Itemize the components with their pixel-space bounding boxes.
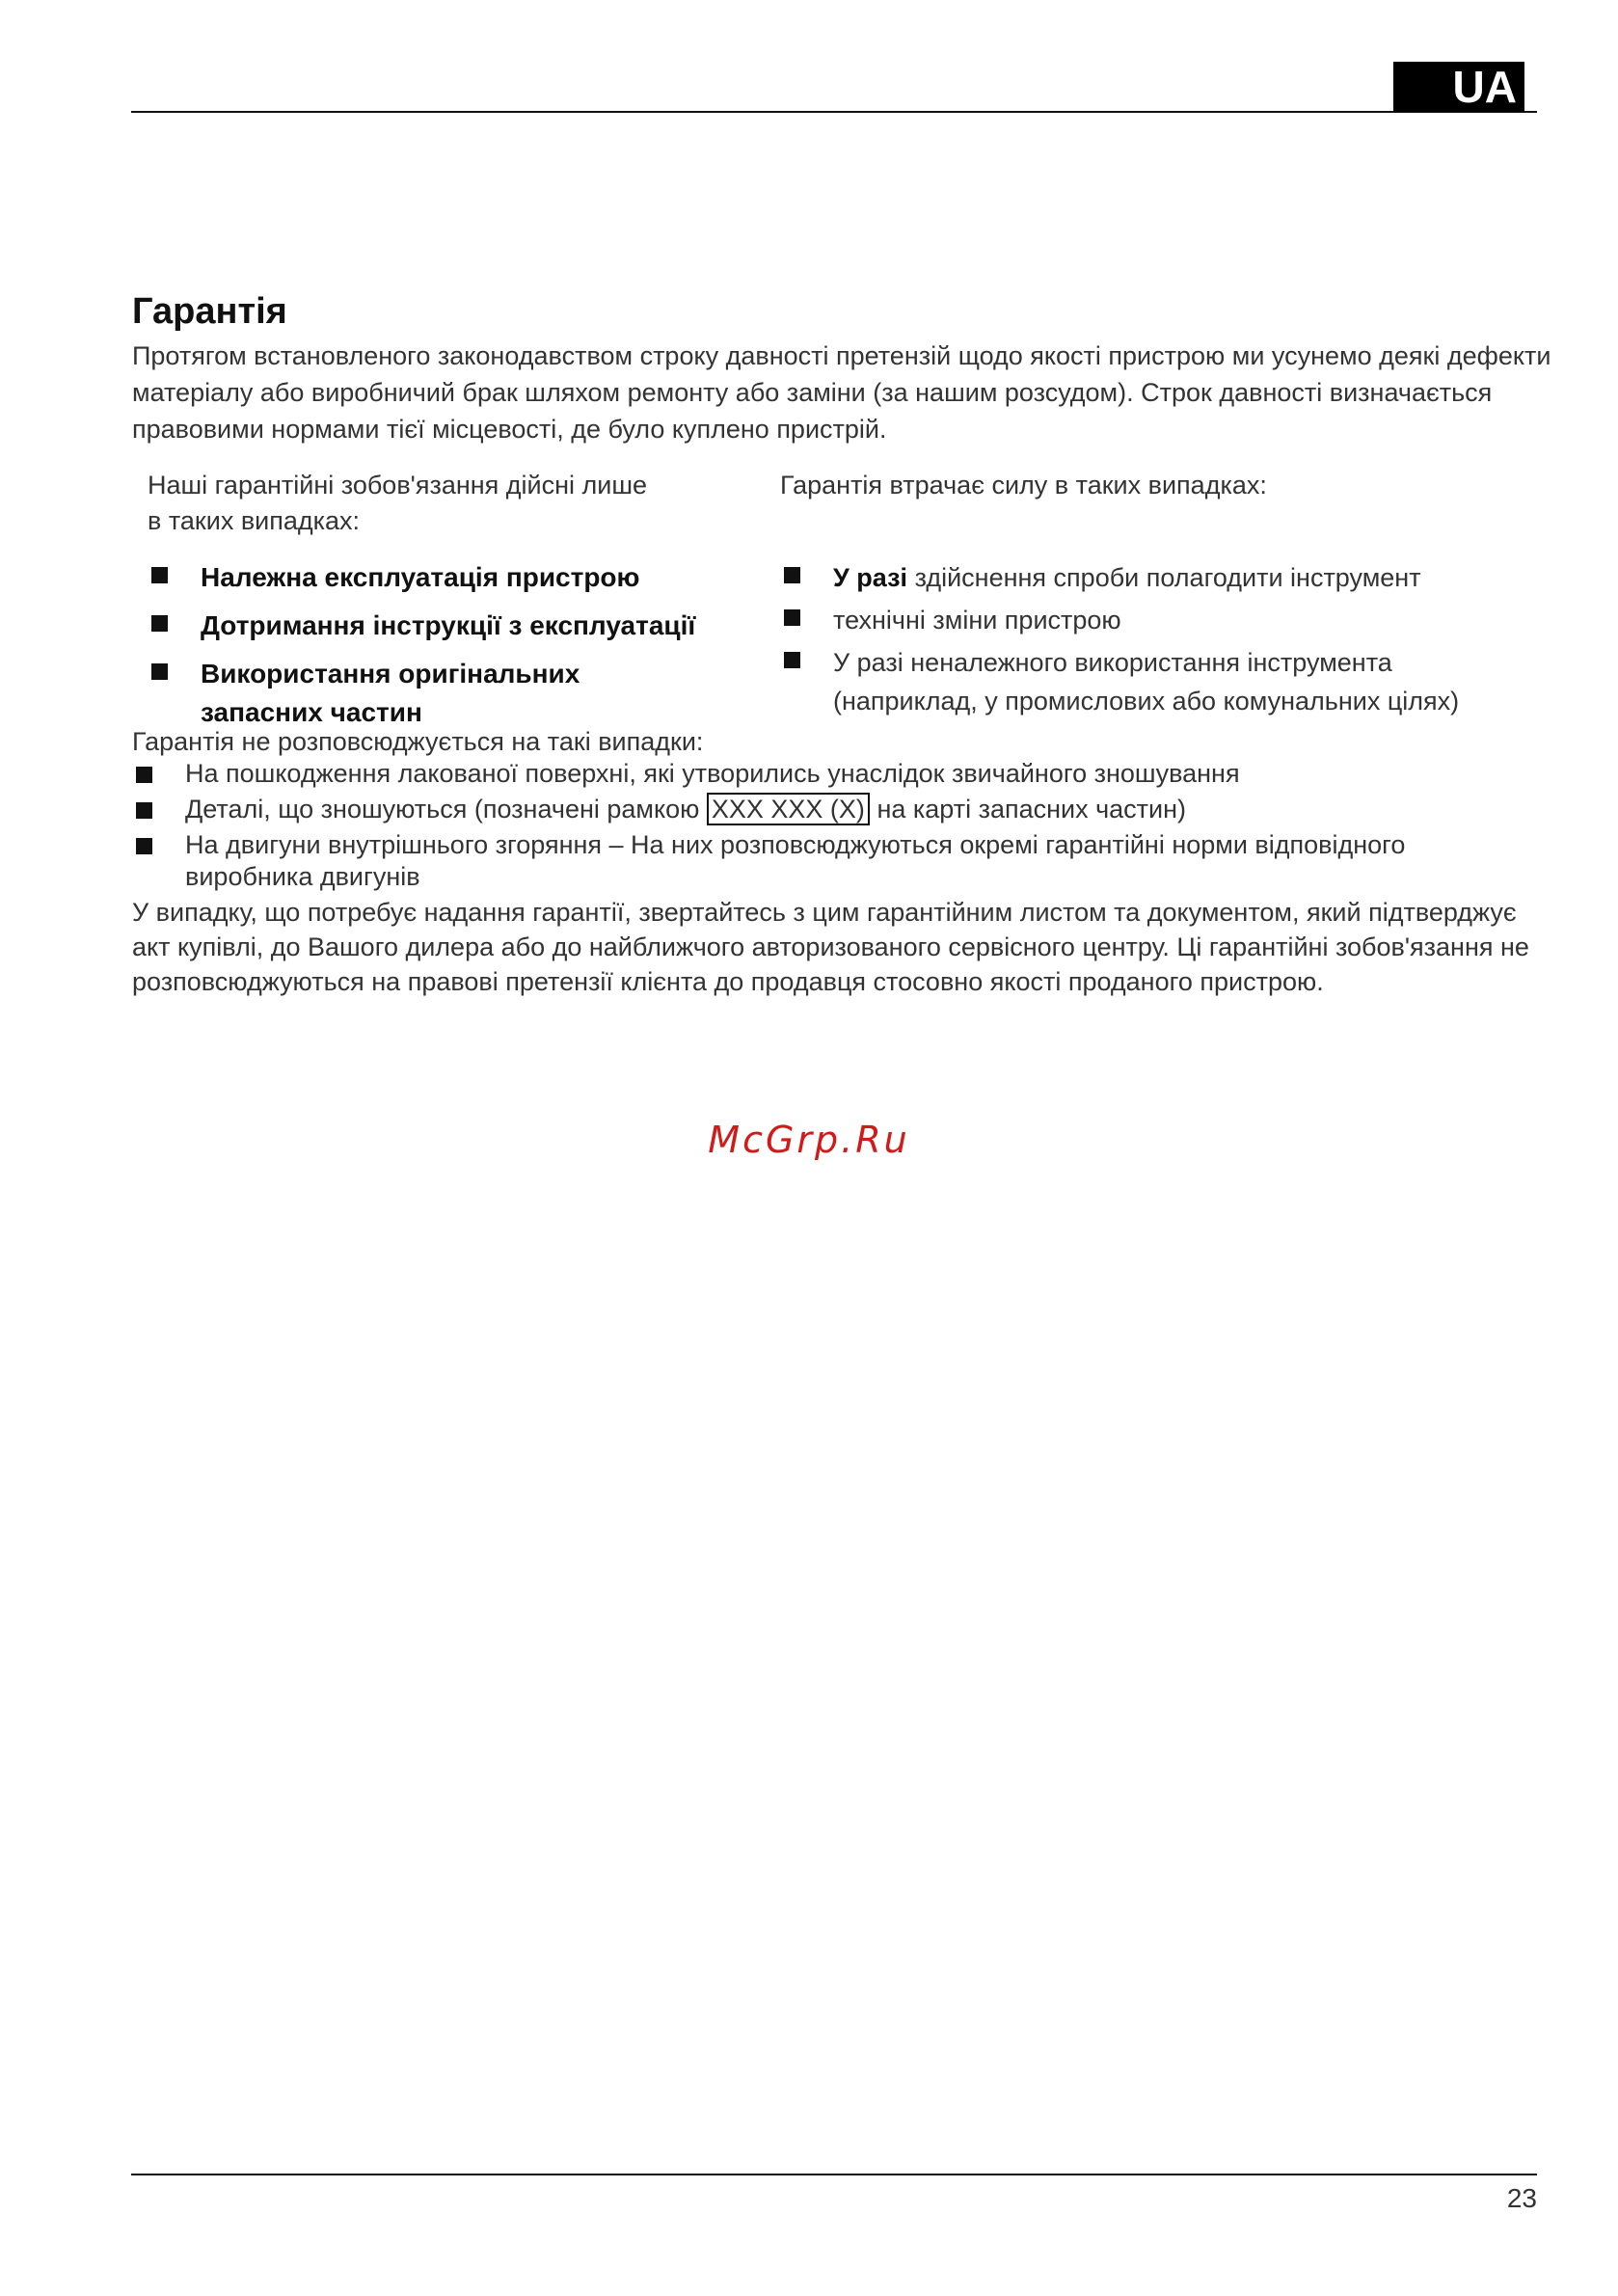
closing-paragraph	[132, 895, 1540, 999]
watermark: McGrp.Ru	[708, 1119, 910, 1161]
void-conditions-list	[780, 558, 1532, 720]
intro-line: правовими нормами тієї місцевості, де було куплено пристрій.	[132, 415, 887, 444]
language-badge: UA	[1393, 62, 1524, 112]
header-rule	[131, 111, 1537, 113]
list-item-text: Належна експлуатація пристрою	[201, 562, 640, 592]
valid-conditions-heading	[148, 468, 736, 539]
list-item-text: У разі здійснення спроби полагодити інструмент	[833, 563, 1421, 592]
exclusions-heading: Гарантія не розповсюджується на такі випадки:	[132, 727, 704, 756]
list-item	[148, 558, 736, 597]
bullet-square-icon	[784, 609, 800, 626]
intro-line: матеріалу або виробничий брак шляхом ремонту або заміни (за нашим розсудом). Строк давності визначається	[132, 378, 1493, 407]
bullet-square-icon	[784, 652, 800, 668]
footer-rule	[131, 2174, 1537, 2175]
closing-line: У випадку, що потребує надання гарантії, звертайтесь з цим гарантійним листом та документом, який підтверджує	[132, 898, 1517, 927]
void-conditions-heading: Гарантія втрачає силу в таких випадках:	[780, 471, 1267, 500]
list-item-text: Дотримання інструкції з експлуатації	[201, 610, 696, 640]
intro-line: Протягом встановленого законодавством строку давності претензій щодо якості пристрою ми усунемо деякі дефекти	[132, 341, 1551, 370]
bullet-square-icon	[784, 567, 800, 583]
void-conditions-column	[780, 468, 1532, 724]
bullet-square-icon	[136, 802, 152, 819]
list-item-text: На пошкодження лакованої поверхні, які утворились унаслідок звичайного зношування	[185, 759, 1240, 788]
list-item	[780, 558, 1532, 597]
list-item	[148, 655, 736, 732]
intro-paragraph	[132, 338, 1551, 447]
part-code-box: XXX XXX (X)	[707, 793, 870, 825]
closing-line: розповсюджуються на правові претензії клієнта до продавця стосовно якості проданого пристрою.	[132, 967, 1324, 996]
list-item	[132, 794, 1540, 825]
bullet-square-icon	[151, 663, 168, 680]
list-item-text: технічні зміни пристрою	[833, 606, 1121, 635]
bullet-square-icon	[151, 615, 168, 632]
list-item	[132, 829, 1540, 893]
list-item	[780, 643, 1532, 720]
list-item-text: У разі неналежного використання інструмента (наприклад, у промислових або комунальних цілях)	[833, 648, 1460, 716]
list-item-text: на карті запасних частин)	[876, 795, 1187, 824]
heading-line: Наші гарантійні зобов'язання дійсні лише	[148, 471, 648, 500]
bullet-square-icon	[136, 767, 152, 783]
valid-conditions-column	[148, 468, 736, 742]
list-item	[148, 607, 736, 645]
bullet-square-icon	[136, 838, 152, 854]
valid-conditions-list	[148, 558, 736, 732]
list-item-text: На двигуни внутрішнього згоряння – На них розповсюджуються окремі гарантійні норми відповідного виробника двигунів	[185, 830, 1406, 891]
list-item-text: Деталі, що зношуються (позначені рамкою	[185, 795, 700, 824]
exclusions-list	[132, 758, 1540, 897]
heading-line: в таких випадках:	[148, 506, 361, 535]
list-item-text: Використання оригінальних запасних частин	[201, 659, 580, 727]
list-item	[132, 758, 1540, 790]
bullet-square-icon	[151, 567, 168, 583]
page-number: 23	[1506, 2183, 1537, 2213]
list-item	[780, 601, 1532, 639]
closing-line: акт купівлі, до Вашого дилера або до найближчого авторизованого сервісного центру. Ці гарантійні зобов'язання не	[132, 932, 1529, 961]
page-title: Гарантія	[132, 291, 287, 332]
